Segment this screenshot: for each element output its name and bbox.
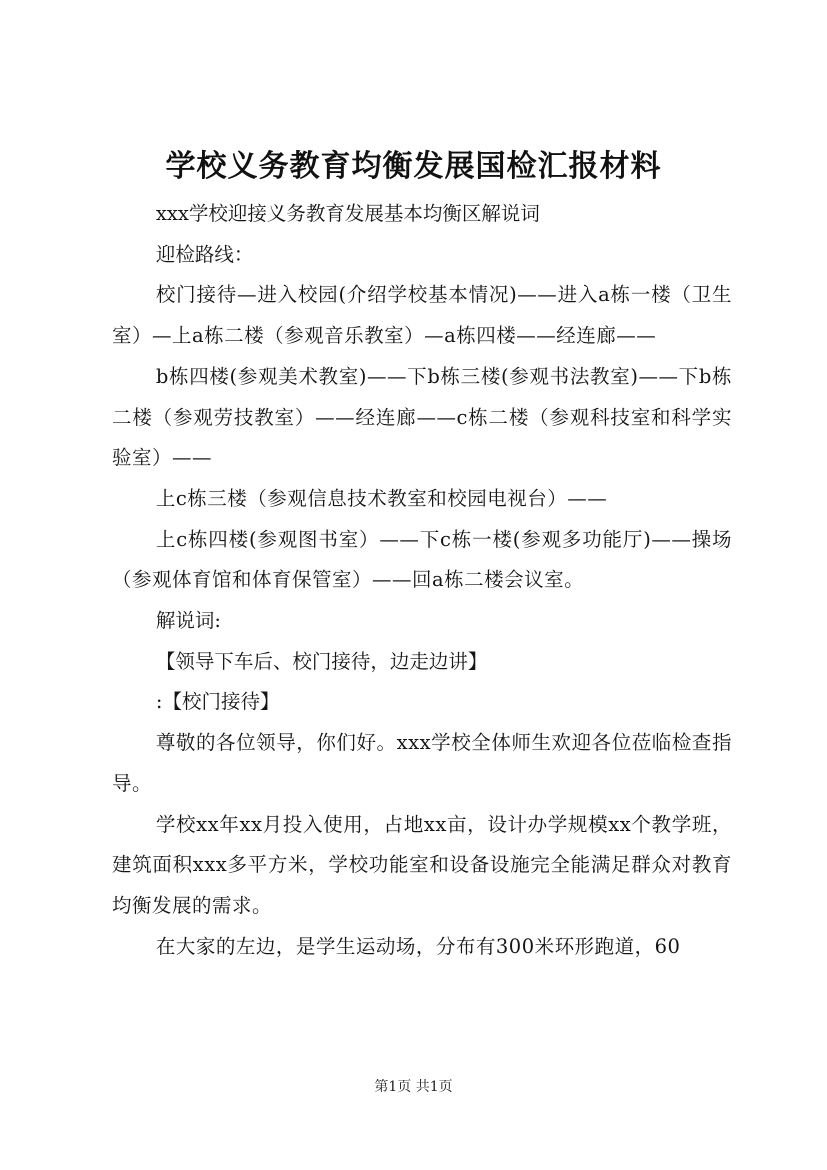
paragraph-intro-heading: xxx学校迎接义务教育发展基本均衡区解说词 — [155, 202, 540, 225]
paragraph-route-part-1: 校门接待—进入校园(介绍学校基本情况)——进入a栋一楼（卫生室）—上a栋二楼（参观音乐教室）—a栋四楼——经连廊—— — [112, 283, 732, 348]
paragraph-gate-heading: :【校门接待】 — [155, 690, 280, 714]
paragraph-route-part-3: 上c栋三楼（参观信息技术教室和校园电视台）—— — [155, 486, 608, 510]
paragraph-school-info: 学校xx年xx月投入使用，占地xx亩，设计办学规模xx个教学班，建筑面积xxx多平方米，学校功能室和设备设施完全能满足群众对教育均衡发展的需求。 — [112, 812, 732, 917]
paragraph-route-part-2: b栋四楼(参观美术教室)——下b栋三楼(参观书法教室)——下b栋二楼（参观劳技教室）——经连廊——c栋二楼（参观科技室和科学实验室）—— — [112, 364, 732, 470]
paragraph-route-label: 迎检路线： — [155, 242, 254, 266]
page-footer: 第1页 共1页 — [374, 1079, 453, 1095]
paragraph-commentary-label: 解说词: — [155, 609, 221, 633]
paragraph-playground: 在大家的左边，是学生运动场，分布有300米环形跑道，60 — [155, 934, 681, 958]
document-title: 学校义务教育均衡发展国检汇报材料 — [165, 149, 662, 184]
paragraph-route-part-4: 上c栋四楼(参观图书室）——下c栋一楼(参观多功能厅)——操场（参观体育馆和体育保管室）——回a栋二楼会议室。 — [112, 527, 732, 592]
paragraph-welcome: 尊敬的各位领导，你们好。xxx学校全体师生欢迎各位莅临检查指导。 — [112, 731, 732, 795]
document-body — [112, 194, 732, 967]
paragraph-stage-note: 【领导下车后、校门接待，边走边讲】 — [155, 649, 488, 673]
